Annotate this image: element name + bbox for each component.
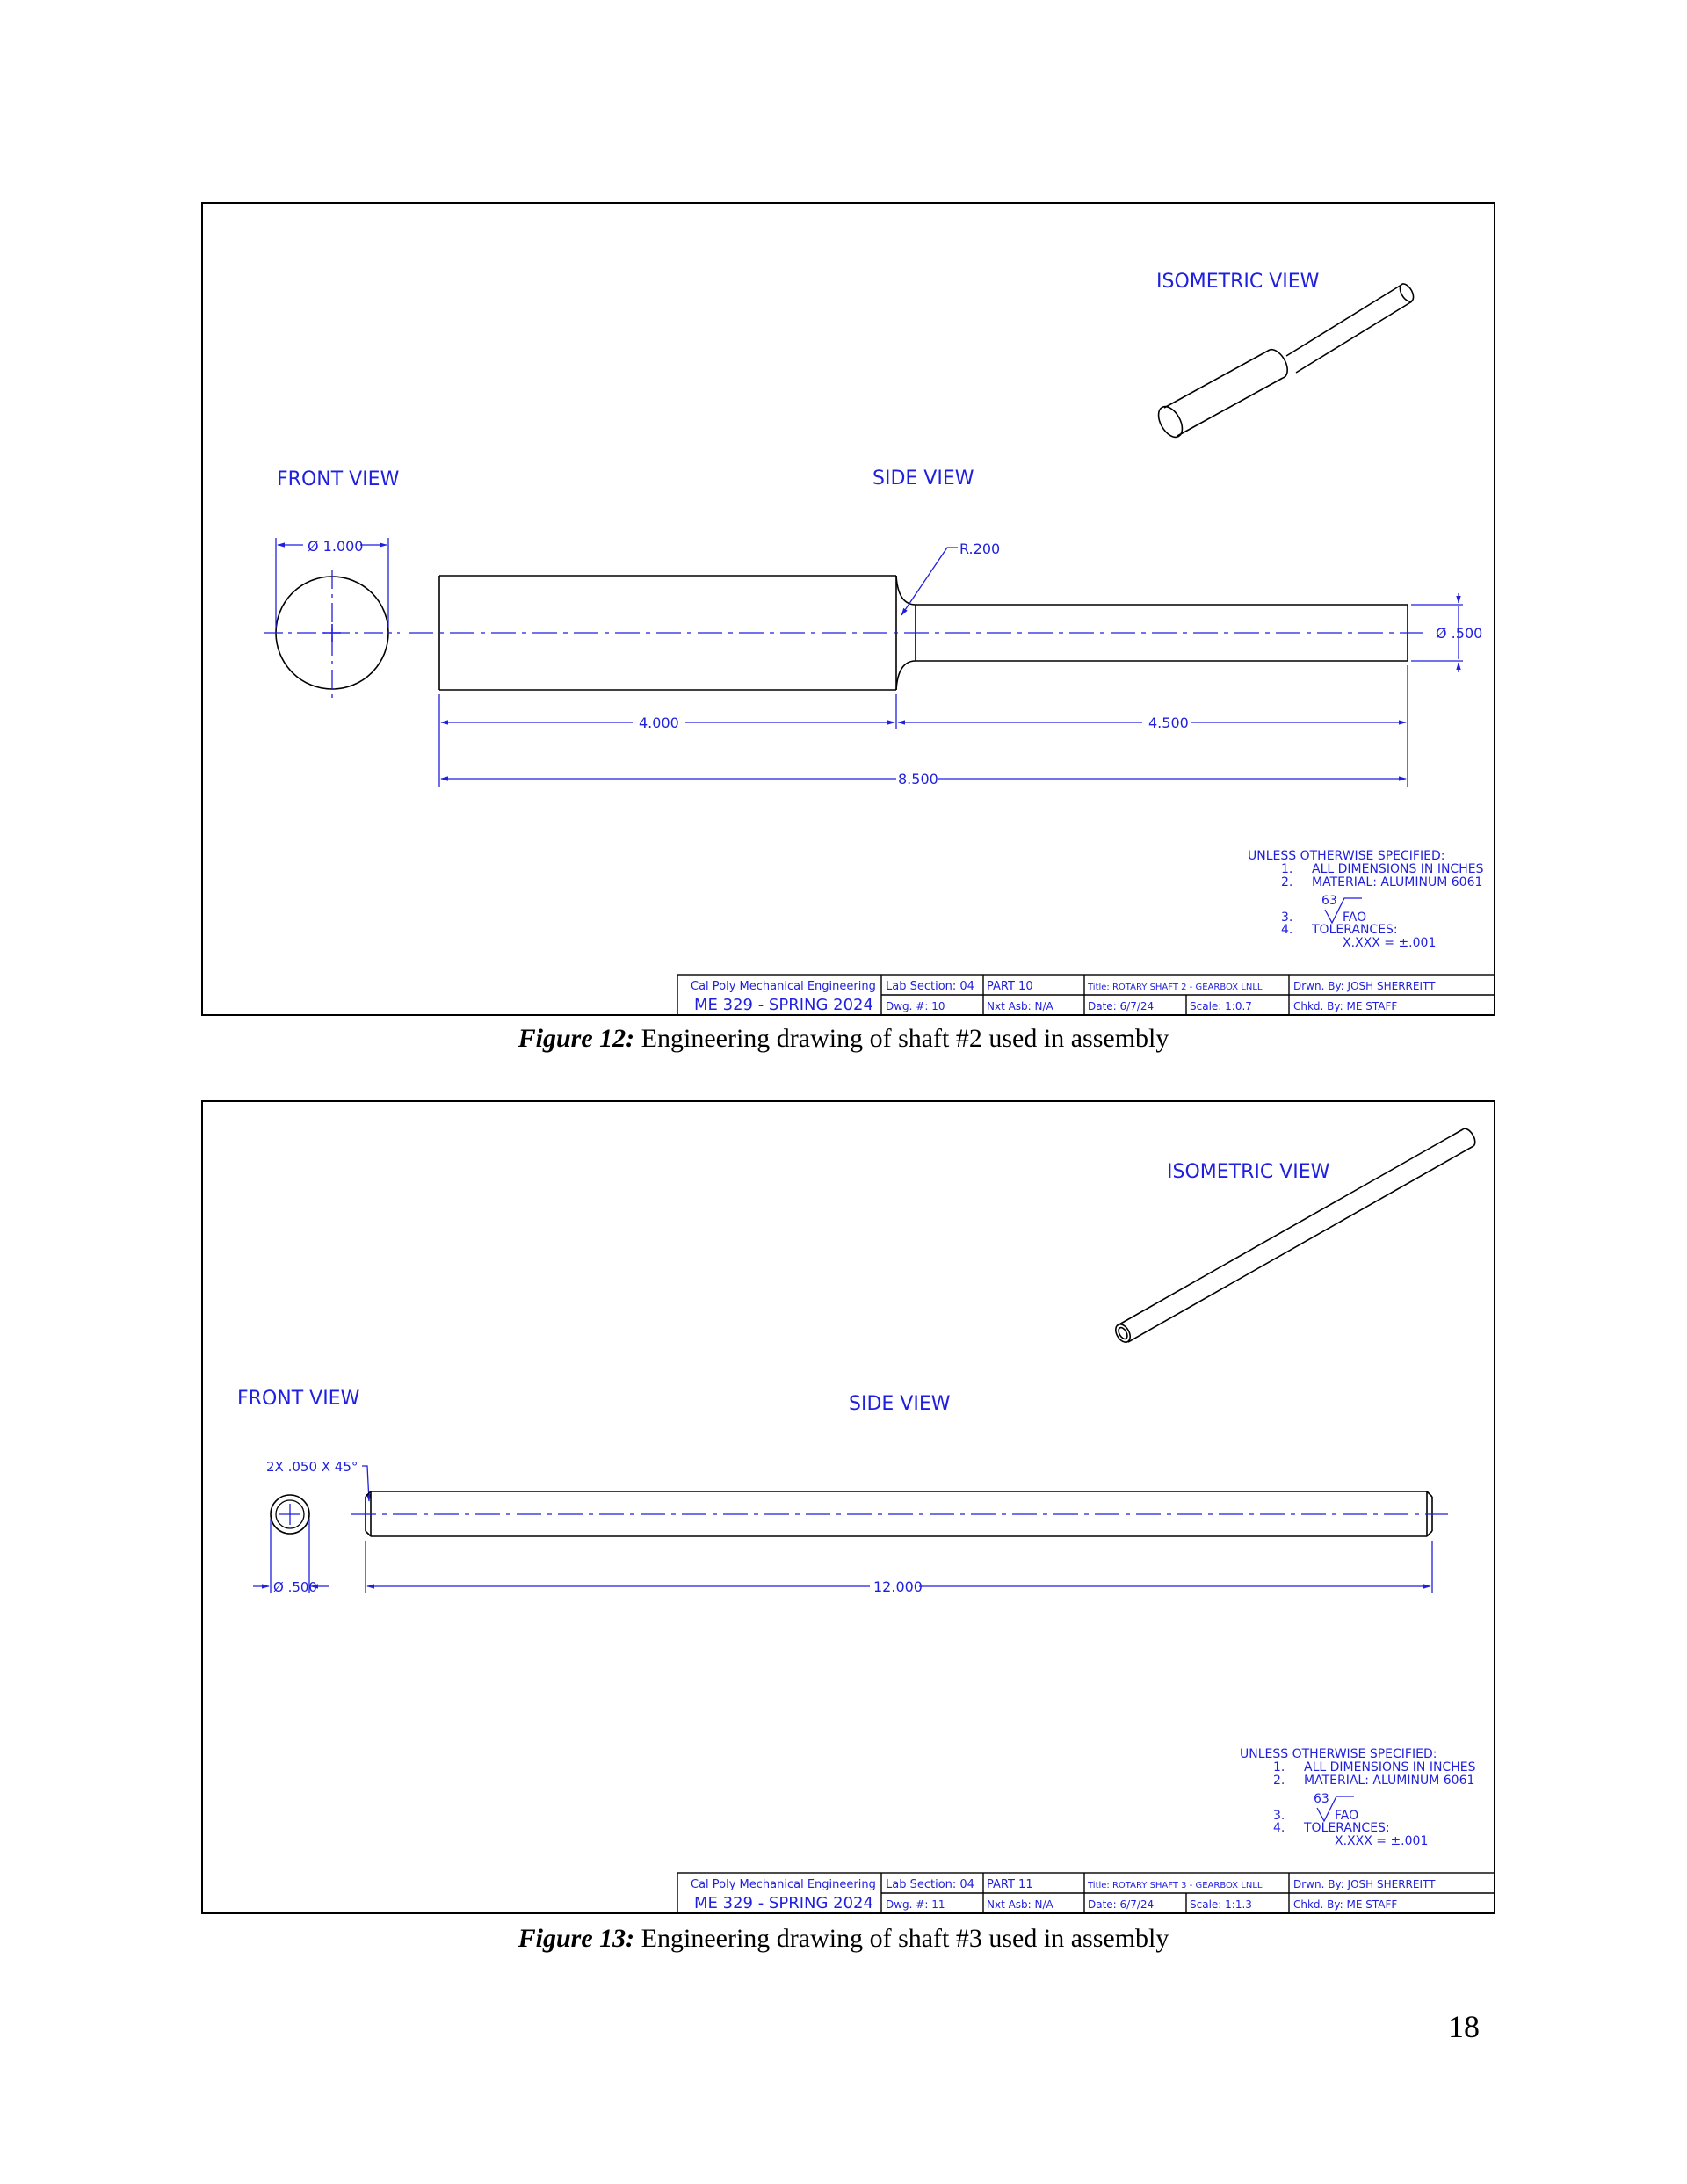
caption-label: Figure 13: — [518, 1924, 635, 1953]
svg-text:Title: ROTARY SHAFT 2 - GEARBO: Title: ROTARY SHAFT 2 - GEARBOX LNLL — [1088, 983, 1263, 992]
caption-text: Engineering drawing of shaft #3 used in assembly — [634, 1924, 1169, 1953]
svg-text:FAO: FAO — [1343, 911, 1367, 925]
svg-text:Scale: 1:0.7: Scale: 1:0.7 — [1190, 1000, 1252, 1012]
svg-text:Dwg. #: 11: Dwg. #: 11 — [886, 1898, 945, 1911]
caption-text: Engineering drawing of shaft #2 used in assembly — [634, 1024, 1169, 1053]
svg-text:2.: 2. — [1273, 1774, 1285, 1788]
svg-text:Nxt Asb: N/A: Nxt Asb: N/A — [987, 1000, 1053, 1012]
svg-text:ME 329 - SPRING 2024: ME 329 - SPRING 2024 — [694, 1894, 873, 1912]
svg-text:Chkd. By: ME STAFF: Chkd. By: ME STAFF — [1293, 1898, 1398, 1911]
svg-text:ME 329 - SPRING 2024: ME 329 - SPRING 2024 — [694, 996, 873, 1014]
svg-text:3.: 3. — [1281, 911, 1293, 925]
svg-text:Scale: 1:1.3: Scale: 1:1.3 — [1190, 1898, 1252, 1911]
svg-text:Date: 6/7/24: Date: 6/7/24 — [1088, 1898, 1155, 1911]
svg-text:Nxt Asb: N/A: Nxt Asb: N/A — [987, 1898, 1053, 1911]
isometric-view-label: ISOMETRIC VIEW — [1156, 271, 1320, 293]
drawing-border — [202, 203, 1495, 1015]
length-12000-label: 12.000 — [873, 1578, 923, 1595]
svg-text:TOLERANCES:: TOLERANCES: — [1304, 1821, 1390, 1835]
page-number: 18 — [1448, 2009, 1480, 2044]
isometric-view-label: ISOMETRIC VIEW — [1167, 1161, 1330, 1183]
svg-text:Chkd. By: ME STAFF: Chkd. By: ME STAFF — [1293, 1000, 1398, 1012]
svg-text:63: 63 — [1314, 1792, 1329, 1806]
svg-text:PART 11: PART 11 — [987, 1878, 1033, 1891]
front-diameter-label: Ø .500 — [273, 1579, 317, 1595]
svg-text:X.XXX = ±.001: X.XXX = ±.001 — [1335, 1834, 1429, 1848]
figure-13-caption — [0, 1924, 1687, 1954]
figure-13-drawing — [202, 1101, 1495, 1913]
radius-label: R.200 — [959, 541, 1001, 557]
svg-text:MATERIAL: ALUMINUM 6061: MATERIAL: ALUMINUM 6061 — [1304, 1774, 1475, 1788]
length-8500-label: 8.500 — [898, 771, 938, 787]
svg-text:Cal Poly Mechanical Engineerin: Cal Poly Mechanical Engineering — [691, 980, 876, 993]
svg-text:3.: 3. — [1273, 1809, 1285, 1823]
svg-text:X.XXX = ±.001: X.XXX = ±.001 — [1343, 936, 1437, 950]
svg-text:MATERIAL: ALUMINUM 6061: MATERIAL: ALUMINUM 6061 — [1312, 875, 1483, 889]
length-4000-label: 4.000 — [639, 715, 679, 731]
side-view-label: SIDE VIEW — [849, 1393, 951, 1415]
svg-text:1.: 1. — [1273, 1760, 1285, 1774]
svg-text:TOLERANCES:: TOLERANCES: — [1312, 923, 1398, 937]
svg-text:Lab Section: 04: Lab Section: 04 — [886, 1878, 974, 1891]
svg-text:FAO: FAO — [1335, 1809, 1359, 1823]
length-4500-label: 4.500 — [1148, 715, 1189, 731]
svg-text:4.: 4. — [1281, 923, 1293, 937]
general-notes — [1248, 849, 1484, 950]
svg-text:Drwn. By: JOSH SHERREITT: Drwn. By: JOSH SHERREITT — [1293, 980, 1436, 992]
svg-text:ALL DIMENSIONS IN INCHES: ALL DIMENSIONS IN INCHES — [1304, 1760, 1476, 1774]
svg-text:UNLESS OTHERWISE SPECIFIED:: UNLESS OTHERWISE SPECIFIED: — [1248, 849, 1445, 863]
caption-label: Figure 12: — [518, 1024, 635, 1053]
svg-text:Dwg. #: 10: Dwg. #: 10 — [886, 1000, 945, 1012]
small-diameter-label: Ø .500 — [1436, 625, 1483, 642]
title-block-text — [691, 980, 1436, 1014]
front-view-circle — [271, 1495, 309, 1534]
front-view-label: FRONT VIEW — [237, 1388, 360, 1410]
svg-text:Title: ROTARY SHAFT 3 - GEARBO: Title: ROTARY SHAFT 3 - GEARBOX LNLL — [1088, 1881, 1263, 1890]
front-view-label: FRONT VIEW — [277, 468, 400, 490]
svg-text:Drwn. By: JOSH SHERREITT: Drwn. By: JOSH SHERREITT — [1293, 1878, 1436, 1890]
svg-text:4.: 4. — [1273, 1821, 1285, 1835]
svg-text:2.: 2. — [1281, 875, 1293, 889]
svg-text:Date: 6/7/24: Date: 6/7/24 — [1088, 1000, 1155, 1012]
svg-text:1.: 1. — [1281, 862, 1293, 876]
svg-text:PART 10: PART 10 — [987, 980, 1033, 993]
chamfer-label: 2X .050 X 45° — [266, 1459, 358, 1475]
svg-text:UNLESS OTHERWISE SPECIFIED:: UNLESS OTHERWISE SPECIFIED: — [1240, 1747, 1437, 1761]
general-notes — [1240, 1747, 1476, 1848]
isometric-shaft — [1154, 281, 1416, 440]
svg-text:Cal Poly Mechanical Engineerin: Cal Poly Mechanical Engineering — [691, 1878, 876, 1891]
svg-text:ALL DIMENSIONS IN INCHES: ALL DIMENSIONS IN INCHES — [1312, 862, 1484, 876]
svg-text:Lab Section: 04: Lab Section: 04 — [886, 980, 974, 993]
title-block-text — [691, 1878, 1436, 1912]
figure-12-caption — [0, 1024, 1687, 1054]
figure-12-drawing — [202, 203, 1495, 1015]
drawing-border — [202, 1101, 1495, 1913]
front-diameter-label: Ø 1.000 — [308, 538, 364, 555]
length-dimensions — [439, 665, 1408, 787]
front-view-circle — [264, 570, 400, 699]
svg-text:63: 63 — [1321, 894, 1337, 908]
side-view-label: SIDE VIEW — [872, 468, 974, 490]
